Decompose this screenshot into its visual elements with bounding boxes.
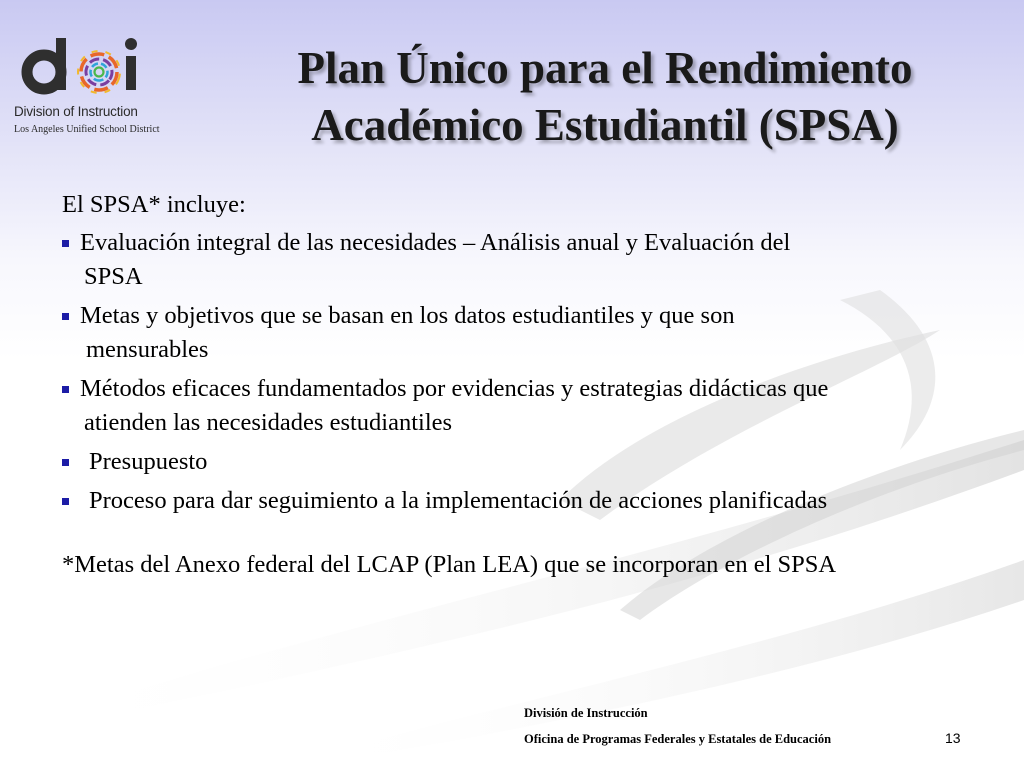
logo-d-glyph xyxy=(27,38,66,90)
title-line-2: Académico Estudiantil (SPSA) xyxy=(311,100,899,150)
footnote: *Metas del Anexo federal del LCAP (Plan LEA) que se incorporan en el SPSA xyxy=(62,551,837,578)
logo-district-label: Los Angeles Unified School District xyxy=(14,124,160,135)
bullet-item xyxy=(62,299,992,367)
title-line-1: Plan Único para el Rendimiento xyxy=(297,43,913,93)
bullet-text-cont: atienden las necesidades estudiantiles xyxy=(84,409,453,436)
bullet-item xyxy=(62,484,992,518)
bullet-text-cont: mensurables xyxy=(86,336,209,363)
bullet-item xyxy=(62,372,992,440)
square-bullet-icon xyxy=(62,459,69,466)
page-number: 13 xyxy=(945,730,961,746)
bullet-text: Proceso para dar seguimiento a la implementación de acciones planificadas xyxy=(89,487,828,514)
square-bullet-icon xyxy=(62,240,69,247)
square-bullet-icon xyxy=(62,386,69,393)
bullet-text: Métodos eficaces fundamentados por evidencias y estrategias didácticas que xyxy=(80,375,829,402)
footer-office: Oficina de Programas Federales y Estatales de Educación xyxy=(524,732,832,746)
slide-title xyxy=(205,40,1005,154)
square-bullet-icon xyxy=(62,313,69,320)
bullet-text: Metas y objetivos que se basan en los datos estudiantiles y que son xyxy=(80,302,735,329)
bullet-text: Evaluación integral de las necesidades – Análisis anual y Evaluación del xyxy=(80,229,791,256)
logo-o-ring xyxy=(72,45,126,99)
bullet-text-cont: SPSA xyxy=(84,263,143,290)
slide-body xyxy=(62,188,992,582)
logo-division-label: Division of Instruction xyxy=(14,104,138,119)
square-bullet-icon xyxy=(62,498,69,505)
bullet-item xyxy=(62,226,992,294)
intro-text: El SPSA* incluye: xyxy=(62,191,246,218)
bullet-text: Presupuesto xyxy=(89,448,208,475)
footer-division: División de Instrucción xyxy=(524,706,648,720)
logo-i-glyph xyxy=(125,38,137,90)
bullet-item xyxy=(62,445,992,479)
